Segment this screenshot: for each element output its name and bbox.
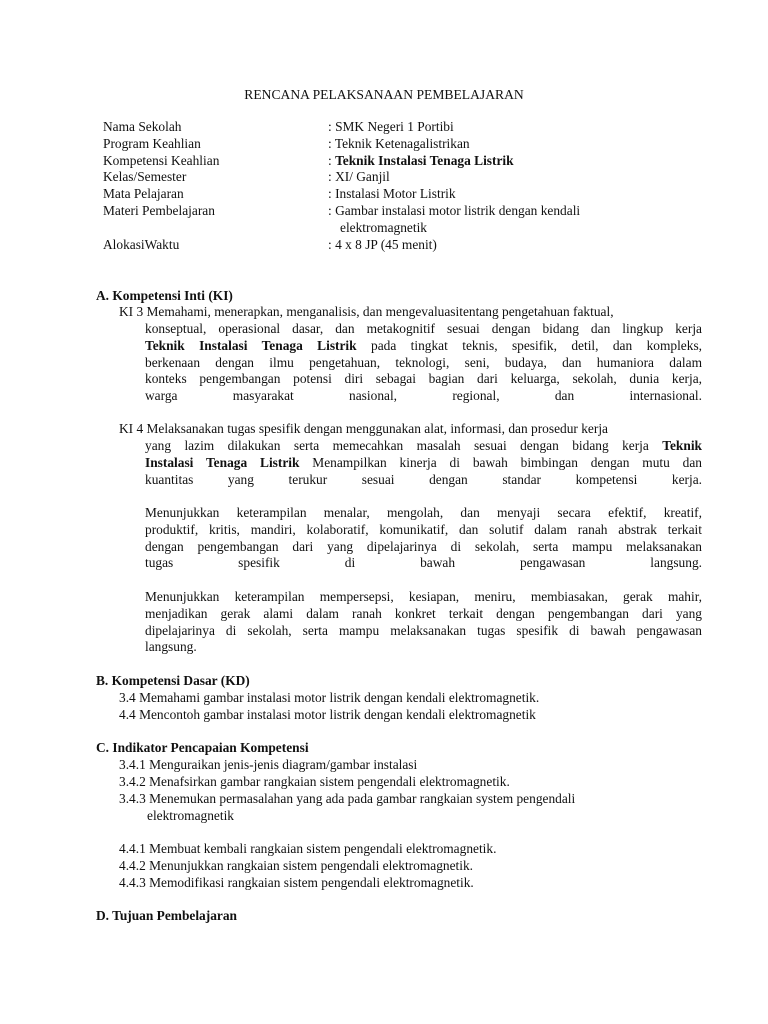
info-label: Mata Pelajaran [103,186,184,202]
info-label: Kelas/Semester [103,169,187,185]
document-title: RENCANA PELAKSANAAN PEMBELAJARAN [244,87,524,102]
ki3-first-line: KI 3 Memahami, menerapkan, menganalisis, dan mengevaluasitentang pengetahuan faktual, [119,304,614,319]
section-d-heading: D. Tujuan Pembelajaran [96,908,237,923]
ki4-text: yang lazim dilakukan serta memecahkan masalah sesuai dengan bidang kerja [145,438,663,453]
indicator-item: 3.4.3 Menemukan permasalahan yang ada pada gambar rangkaian system pengendali [119,791,576,806]
kd-item: 3.4 Memahami gambar instalasi motor listrik dengan kendali elektromagnetik. [119,690,540,705]
ki3-line: konseptual, operasional dasar, dan metakognitif sesuai dengan bidang dan lingkup kerja [145,321,702,336]
info-label: Kompetensi Keahlian [103,152,220,168]
ki3-line: warga masyarakat nasional, regional, dan internasional. [145,388,702,404]
ki4-bold-text: Instalasi Tenaga Listrik [145,454,300,470]
indicator-item: 4.4.2 Menunjukkan rangkaian sistem pengendali elektromagnetik. [119,858,474,873]
info-value-continuation: elektromagnetik [340,219,428,235]
info-value: : XI/ Ganjil [328,169,390,185]
indicator-item: 4.4.1 Membuat kembali rangkaian sistem pengendali elektromagnetik. [119,841,497,856]
indicator-item-continuation: elektromagnetik [147,808,235,823]
section-c-heading: C. Indikator Pencapaian Kompetensi [96,740,309,755]
paragraph-line: produktif, kritis, mandiri, kolaboratif, komunikatif, dan solutif dalam ranah abstrak terkait [145,521,702,537]
ki4-line [145,455,702,472]
ki3-bold-text: Teknik Instalasi Tenaga Listrik [145,337,357,353]
info-label: Program Keahlian [103,135,201,151]
paragraph-line: dengan pengembangan dari yang dipelajarinya di sekolah, serta mampu melaksanakan [145,538,702,554]
info-value [328,153,514,170]
ki4-text: Menampilkan kinerja di bawah bimbingan dengan mutu dan [299,454,702,470]
ki4-line [145,438,702,455]
paragraph-line: dipelajarinya di sekolah, serta mampu melaksanakan tugas spesifik di bawah pengawasan [145,622,702,638]
paragraph-line: menjadikan gerak alami dalam ranah konkret terkait dengan pengembangan dari yang [145,605,702,621]
ki4-paragraph [145,438,702,488]
ki3-line: berkenaan dengan ilmu pengetahuan, teknologi, seni, budaya, dan humaniora dalam [145,354,702,370]
ki4-line: kuantitas yang terukur sesuai dengan standar kompetensi kerja. [145,471,702,487]
info-value: : Instalasi Motor Listrik [328,186,456,202]
info-value: : 4 x 8 JP (45 menit) [328,236,437,252]
ki3-paragraph [145,321,702,405]
paragraph-line: langsung. [145,639,197,655]
ki3-line: konteks pengembangan potensi diri sebagai bagian dari keluarga, sekolah, dunia kerja, [145,371,702,387]
paragraph-line: Menunjukkan keterampilan menalar, mengolah, dan menyaji secara efektif, kreatif, [145,505,702,520]
indicator-item: 4.4.3 Memodifikasi rangkaian sistem pengendali elektromagnetik. [119,875,474,890]
info-label: Nama Sekolah [103,119,182,134]
ki3-line [145,338,702,355]
section-b-heading: B. Kompetensi Dasar (KD) [96,673,250,688]
paragraph-line: Menunjukkan keterampilan mempersepsi, kesiapan, meniru, membiasakan, gerak mahir, [145,589,702,604]
ki4-first-line: KI 4 Melaksanakan tugas spesifik dengan menggunakan alat, informasi, dan prosedur kerja [119,421,608,436]
info-label: AlokasiWaktu [103,236,180,252]
indicator-item: 3.4.2 Menafsirkan gambar rangkaian sistem pengendali elektromagnetik. [119,774,510,789]
ki4-skill-paragraph-1 [145,505,702,572]
section-a-heading: A. Kompetensi Inti (KI) [96,288,233,303]
info-value: : Teknik Ketenagalistrikan [328,135,470,151]
info-label: Materi Pembelajaran [103,202,215,218]
info-value: : SMK Negeri 1 Portibi [328,119,454,134]
info-value-prefix: : [328,152,336,168]
info-value-bold: Teknik Instalasi Tenaga Listrik [335,152,514,168]
kd-item: 4.4 Mencontoh gambar instalasi motor listrik dengan kendali elektromagnetik [119,707,536,722]
ki4-skill-paragraph-2 [145,589,702,656]
info-value: : Gambar instalasi motor listrik dengan kendali [328,202,581,218]
indicator-item: 3.4.1 Menguraikan jenis-jenis diagram/gambar instalasi [119,757,418,772]
paragraph-line: tugas spesifik di bawah pengawasan langsung. [145,555,702,571]
ki4-bold-text: Teknik [662,438,702,453]
ki3-text: pada tingkat teknis, spesifik, detil, dan kompleks, [356,337,702,353]
